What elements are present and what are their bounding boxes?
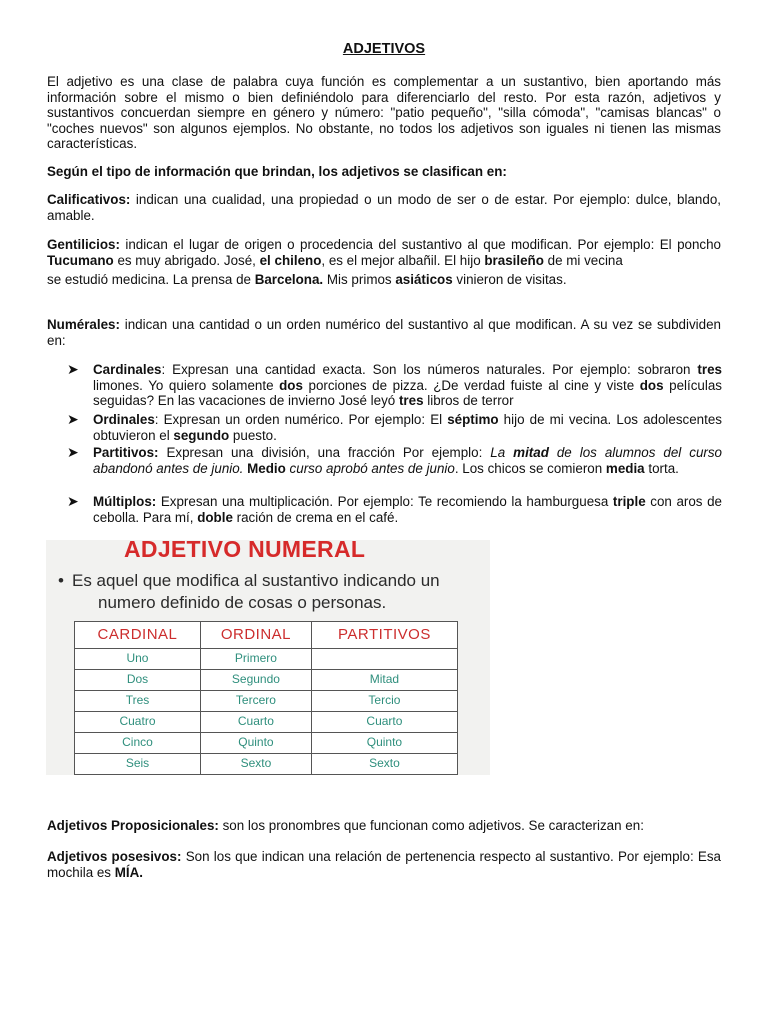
column-header: CARDINAL xyxy=(75,622,201,649)
list-item-cardinales: ➤ Cardinales: Expresan una cantidad exacta. Son los números naturales. Por ejemplo: sobraron tres limones. Yo quiero solamente dos porciones de pizza. ¿De verdad fuiste al cine y viste dos películas seguidas? En las vacaciones de invierno José leyó tres libros de terror xyxy=(67,361,722,409)
table-row xyxy=(75,712,458,733)
table-cell xyxy=(311,649,457,670)
numerales-paragraph: Numérales: indican una cantidad o un orden numérico del sustantivo al que modifican. A su vez se subdividen en: xyxy=(47,317,721,348)
table-cell: Seis xyxy=(75,754,201,775)
infographic-title: ADJETIVO NUMERAL xyxy=(124,536,366,562)
posesivos-paragraph: Adjetivos posesivos: Son los que indican una relación de pertenencia respecto al sustantivo. Por ejemplo: Esa mochila es MÍA. xyxy=(47,849,721,880)
table-cell: Cinco xyxy=(75,733,201,754)
table-cell: Tercero xyxy=(200,691,311,712)
table-cell: Primero xyxy=(200,649,311,670)
proposicionales-term: Adjetivos Proposicionales: xyxy=(47,818,219,833)
table-cell: Segundo xyxy=(200,670,311,691)
arrow-bullet-icon: ➤ xyxy=(67,411,79,427)
table-header-row xyxy=(75,622,458,649)
posesivos-term: Adjetivos posesivos: xyxy=(47,849,182,864)
table-row xyxy=(75,691,458,712)
table-cell: Uno xyxy=(75,649,201,670)
list-item-partitivos: ➤ Partitivos: Expresan una división, una fracción Por ejemplo: La mitad de los alumnos del curso abandonó antes de junio. Medio curso aprobó antes de junio. Los chicos se comieron media torta. xyxy=(67,444,722,476)
table-row xyxy=(75,733,458,754)
table-cell: Cuatro xyxy=(75,712,201,733)
table-cell: Quinto xyxy=(311,733,457,754)
infographic-description: • Es aquel que modifica al sustantivo indicando un numero definido de cosas o personas. xyxy=(58,571,440,612)
list-item-multiplos: ➤ Múltiplos: Expresan una multiplicación. Por ejemplo: Te recomiendo la hamburguesa triple con aros de cebolla. Para mí, doble ración de crema en el café. xyxy=(67,493,722,525)
calificativos-term: Calificativos: xyxy=(47,192,131,207)
calificativos-paragraph: Calificativos: indican una cualidad, una propiedad o un modo de ser o de estar. Por ejemplo: dulce, blando, amable. xyxy=(47,192,721,223)
arrow-bullet-icon: ➤ xyxy=(67,444,79,460)
table-cell: Dos xyxy=(75,670,201,691)
table-cell: Sexto xyxy=(200,754,311,775)
proposicionales-paragraph: Adjetivos Proposicionales: son los pronombres que funcionan como adjetivos. Se caracterizan en: xyxy=(47,818,644,833)
table-cell: Tercio xyxy=(311,691,457,712)
table-cell: Cuarto xyxy=(200,712,311,733)
table-row xyxy=(75,670,458,691)
bullet-dot-icon: • xyxy=(58,571,64,590)
table-row xyxy=(75,649,458,670)
intro-paragraph: El adjetivo es una clase de palabra cuya función es complementar a un sustantivo, bien aportando más información sobre el mismo o bien definiéndolo para diferenciarlo del resto. Por esta razón, adjetivos y sustantivos concuerdan siempre en género y número: "patio pequeño", "silla cómoda", "camisas blancas" o "coches nuevos" son algunos ejemplos. No obstante, no todos los adjetivos son iguales ni tienen las mismas características. xyxy=(47,74,721,152)
table-cell: Sexto xyxy=(311,754,457,775)
numeral-table xyxy=(74,621,458,775)
page-title: ADJETIVOS xyxy=(342,41,426,57)
adjetivo-numeral-infographic xyxy=(46,536,490,775)
classification-heading: Según el tipo de información que brindan, los adjetivos se clasifican en: xyxy=(47,164,507,179)
arrow-bullet-icon: ➤ xyxy=(67,361,79,377)
column-header: PARTITIVOS xyxy=(311,622,457,649)
table-cell: Tres xyxy=(75,691,201,712)
table-cell: Quinto xyxy=(200,733,311,754)
column-header: ORDINAL xyxy=(200,622,311,649)
gentilicios-paragraph: Gentilicios: indican el lugar de origen o procedencia del sustantivo al que modifican. Por ejemplo: El poncho Tucumano es muy abrigado. José, el chileno, es el mejor albañil. El hijo brasileño de mi vecina se estudió medicina. La prensa de Barcelona. Mis primos asiáticos vinieron de visitas. xyxy=(47,237,721,288)
table-cell: Mitad xyxy=(311,670,457,691)
table-cell: Cuarto xyxy=(311,712,457,733)
numerales-term: Numérales: xyxy=(47,317,120,332)
arrow-bullet-icon: ➤ xyxy=(67,493,79,509)
table-row xyxy=(75,754,458,775)
list-item-ordinales: ➤ Ordinales: Expresan un orden numérico. Por ejemplo: El séptimo hijo de mi vecina. Los adolescentes obtuvieron el segundo puesto. xyxy=(67,411,722,443)
gentilicios-term: Gentilicios: xyxy=(47,237,120,252)
